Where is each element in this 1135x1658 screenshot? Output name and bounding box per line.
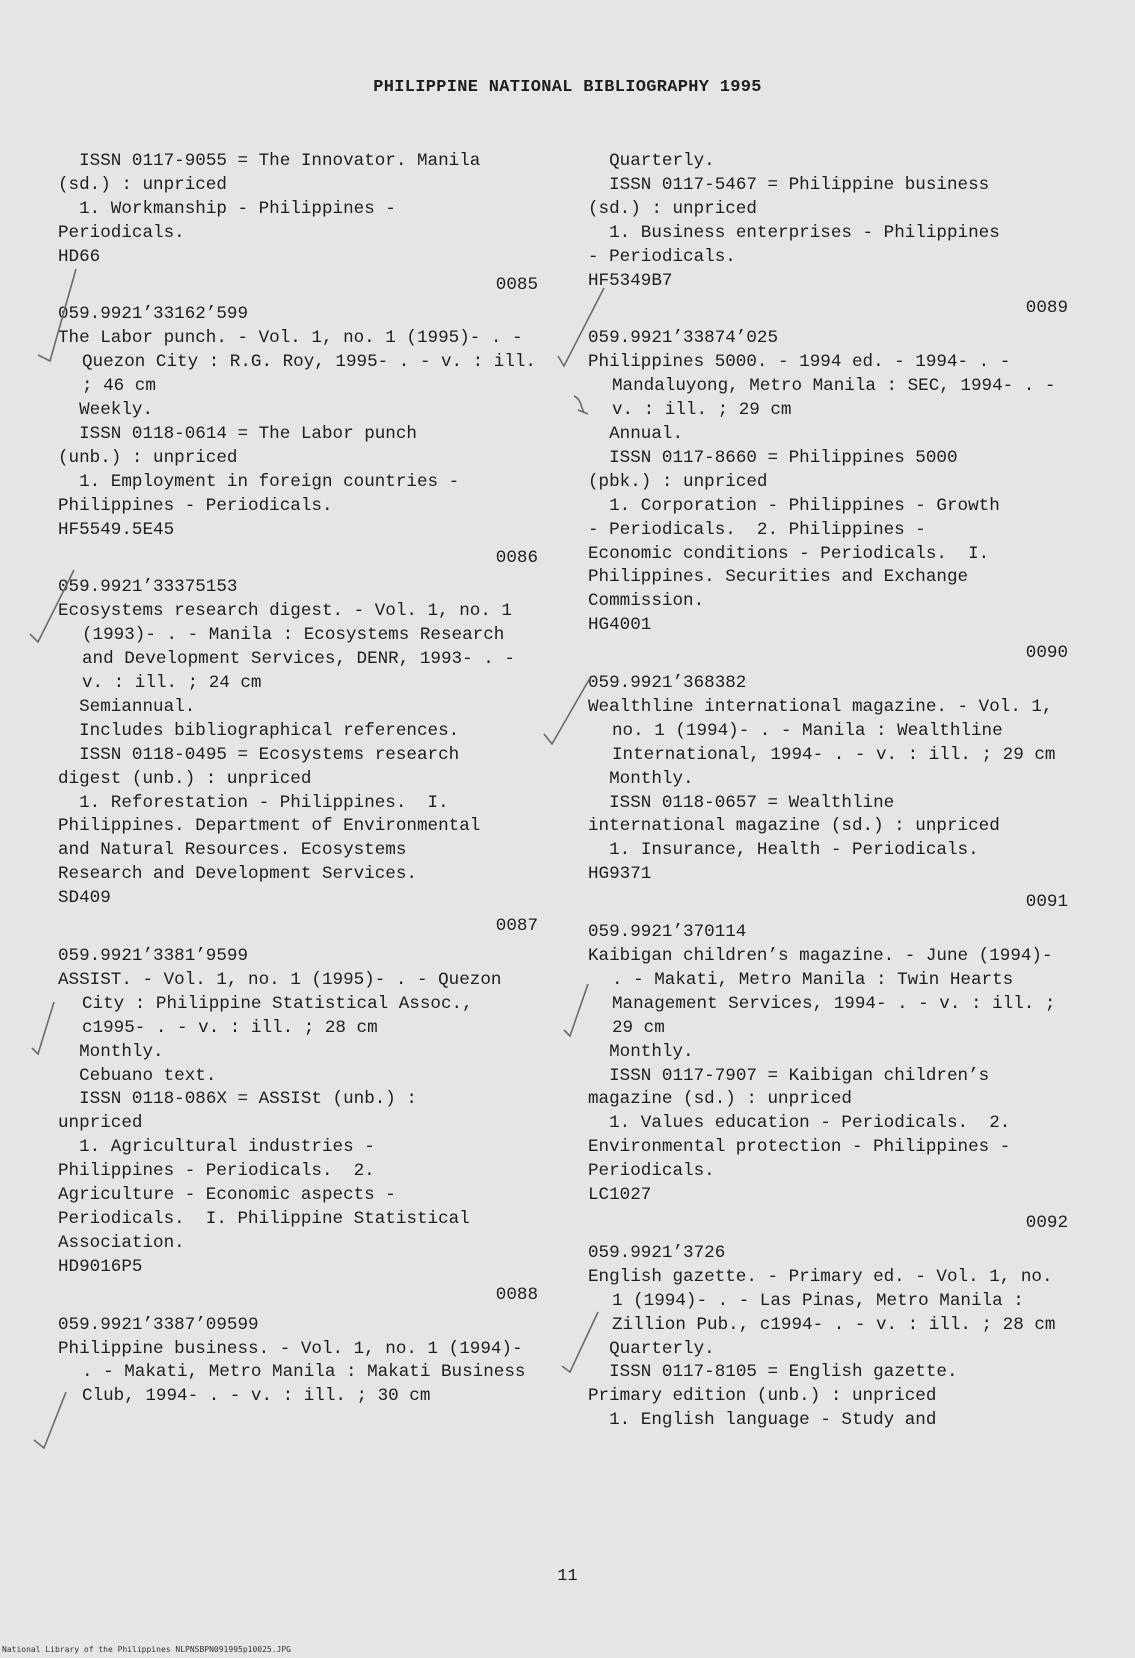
bib-entry [58, 150, 538, 297]
entry-line: ISSN 0118-0657 = Wealthline [588, 792, 895, 813]
entry-title: Philippines 5000. - 1994 ed. - 1994- . - Mandaluyong, Metro Manila : SEC, 1994- . - v. : ill. ; 29 cm [588, 352, 1056, 421]
check-mark-icon [556, 286, 616, 376]
entry-line: ISSN 0117-5467 = Philippine business [588, 174, 990, 195]
entry-line: - Periodicals. 2. Philippines - [588, 519, 926, 540]
check-mark-icon [560, 1310, 610, 1380]
entry-line: 1. Business enterprises - Philippines [588, 222, 1000, 243]
bib-entry [58, 1314, 538, 1410]
entry-line: ISSN 0117-9055 = The Innovator. Manila [58, 151, 481, 171]
check-mark-icon [560, 980, 600, 1040]
classification-number: 059.9921’3381’9599 [58, 946, 249, 966]
entry-line: Weekly. [58, 400, 154, 421]
check-mark-icon [568, 390, 598, 420]
entry-line: Semiannual. [58, 696, 196, 717]
entry-line: Quarterly. [588, 151, 715, 171]
entry-line: HD9016P5 [58, 1256, 143, 1277]
right-column [588, 150, 1068, 1439]
entry-line: HF5349B7 [588, 270, 673, 291]
entry-line: HF5549.5E45 [58, 519, 175, 540]
entry-line: 1. Values education - Periodicals. 2. [588, 1113, 1011, 1134]
entry-line: Philippines. Department of Environmental [58, 816, 481, 837]
entry-title: Philippine business. - Vol. 1, no. 1 (1994)- . - Makati, Metro Manila : Makati Business Club, 1994- . - v. : ill. ; 30 cm [58, 1338, 526, 1407]
entry-line: Environmental protection - Philippines - [588, 1137, 1011, 1158]
entry-line: Quarterly. [588, 1338, 715, 1359]
entry-line: 1. Workmanship - Philippines - [58, 198, 396, 219]
entry-line: - Periodicals. [588, 246, 736, 267]
bib-entry [58, 576, 538, 939]
classification-number: 059.9921’370114 [588, 922, 747, 943]
entry-line: 1. English language - Study and [588, 1410, 937, 1431]
bib-entry [588, 1242, 1068, 1433]
entry-line: Annual. [588, 423, 684, 444]
entry-title: Kaibigan children’s magazine. - June (1994)- . - Makati, Metro Manila : Twin Hearts Management Services, 1994- . - v. : ill. ; 29 cm [588, 946, 1056, 1038]
entry-number: 0091 [1025, 892, 1068, 913]
entry-line: Primary edition (unb.) : unpriced [588, 1386, 937, 1407]
entry-line: Includes bibliographical references. [58, 720, 460, 741]
entry-number: 0088 [495, 1284, 538, 1305]
entry-title: ASSIST. - Vol. 1, no. 1 (1995)- . - Quezon City : Philippine Statistical Assoc., c1995- . - v. : ill. ; 28 cm [58, 969, 502, 1038]
entry-line: 1. Reforestation - Philippines. I. [58, 792, 449, 813]
bib-entry [588, 327, 1068, 666]
check-mark-icon [28, 1000, 88, 1060]
entry-number: 0086 [495, 547, 538, 568]
entry-line: HG4001 [588, 615, 652, 636]
classification-number: 059.9921’3387’09599 [58, 1314, 259, 1335]
entry-line: Economic conditions - Periodicals. I. [588, 543, 990, 564]
entry-number: 0092 [1025, 1212, 1068, 1233]
entry-line: 1. Corporation - Philippines - Growth [588, 495, 1000, 516]
check-mark-icon [540, 676, 600, 756]
entry-line: Cebuano text. [58, 1065, 217, 1086]
entry-line: Association. [58, 1232, 185, 1253]
bib-entry [58, 945, 538, 1308]
entry-line: Periodicals. [588, 1161, 715, 1182]
entry-line: Monthly. [58, 1041, 164, 1062]
entry-line: 1. Agricultural industries - [58, 1137, 375, 1158]
entry-line: and Natural Resources. Ecosystems [58, 840, 407, 861]
entry-line: digest (unb.) : unpriced [58, 768, 312, 789]
entry-line: (sd.) : unpriced [58, 174, 227, 195]
entry-number: 0087 [495, 916, 538, 937]
entry-line: Philippines - Periodicals. [58, 495, 333, 516]
entry-line: Periodicals. [58, 222, 185, 243]
classification-number: 059.9921’368382 [588, 673, 747, 694]
entry-line: Philippines. Securities and Exchange [588, 567, 969, 588]
entry-title: Wealthline international magazine. - Vol. 1, no. 1 (1994)- . - Manila : Wealthline International, 1994- . - v. : ill. ; 29 cm [588, 696, 1056, 765]
entry-line: Monthly. [588, 768, 694, 789]
entry-line: Monthly. [588, 1041, 694, 1062]
entry-number: 0085 [495, 274, 538, 295]
bib-entry [588, 921, 1068, 1236]
bib-entry [58, 303, 538, 570]
classification-number: 059.9921’33162’599 [58, 304, 249, 325]
classification-number: 059.9921’3726 [588, 1242, 726, 1263]
entry-line: ISSN 0117-8105 = English gazette. [588, 1362, 958, 1383]
entry-line: ISSN 0117-7907 = Kaibigan children’s [588, 1065, 990, 1086]
entry-line: ISSN 0118-0614 = The Labor punch [58, 423, 417, 444]
classification-number: 059.9921’33375153 [58, 577, 238, 598]
entry-title: The Labor punch. - Vol. 1, no. 1 (1995)- . - Quezon City : R.G. Roy, 1995- . - v. : ill. ; 46 cm [58, 328, 536, 397]
left-column [58, 150, 538, 1415]
entry-line: LC1027 [588, 1185, 652, 1206]
entry-line: magazine (sd.) : unpriced [588, 1089, 852, 1110]
entry-line: Agriculture - Economic aspects - [58, 1185, 396, 1206]
entry-line: (pbk.) : unpriced [588, 471, 768, 492]
bib-entry [588, 150, 1068, 321]
check-mark-icon [36, 265, 96, 365]
page-title: PHILIPPINE NATIONAL BIBLIOGRAPHY 1995 [373, 78, 762, 97]
entry-line: Philippines - Periodicals. 2. [58, 1161, 375, 1182]
entry-line: 1. Insurance, Health - Periodicals. [588, 840, 979, 861]
classification-number: 059.9921’33874’025 [588, 328, 779, 349]
entry-line: international magazine (sd.) : unpriced [588, 816, 1000, 837]
check-mark-icon [32, 1390, 92, 1470]
entry-line: (unb.) : unpriced [58, 447, 238, 468]
entry-number: 0090 [1025, 643, 1068, 664]
entry-line: SD409 [58, 888, 111, 909]
entry-line: Periodicals. I. Philippine Statistical [58, 1208, 470, 1229]
footer-credit: National Library of the Philippines NLPNSBPN091995p10025.JPG [2, 1645, 291, 1654]
entry-title: Ecosystems research digest. - Vol. 1, no. 1 (1993)- . - Manila : Ecosystems Research and Development Services, DENR, 1993- . - v. : ill. ; 24 cm [58, 601, 515, 694]
bib-entry [588, 672, 1068, 915]
entry-line: (sd.) : unpriced [588, 198, 757, 219]
entry-line: Commission. [588, 591, 705, 612]
entry-line: HG9371 [588, 864, 652, 885]
entry-line: ISSN 0118-086X = ASSISt (unb.) : [58, 1089, 417, 1110]
entry-line: unpriced [58, 1113, 143, 1134]
entry-line: Research and Development Services. [58, 864, 417, 885]
page-number: 11 [557, 1567, 578, 1586]
check-mark-icon [28, 568, 88, 648]
entry-line: ISSN 0117-8660 = Philippines 5000 [588, 447, 958, 468]
entry-line: HD66 [58, 246, 101, 267]
entry-line: ISSN 0118-0495 = Ecosystems research [58, 744, 460, 765]
entry-number: 0089 [1025, 298, 1068, 319]
entry-line: 1. Employment in foreign countries - [58, 471, 460, 492]
entry-title: English gazette. - Primary ed. - Vol. 1, no. 1 (1994)- . - Las Pinas, Metro Manila : Zillion Pub., c1994- . - v. : ill. ; 28 cm [588, 1266, 1056, 1335]
